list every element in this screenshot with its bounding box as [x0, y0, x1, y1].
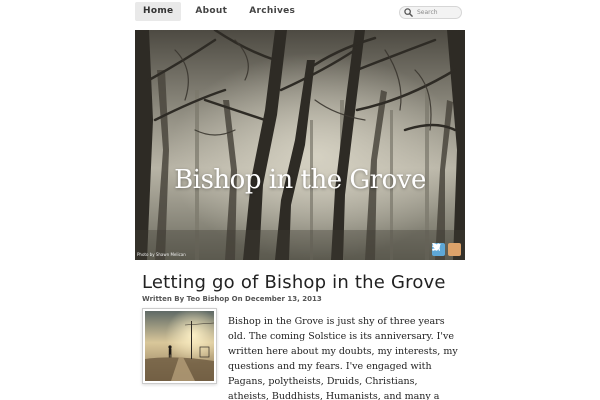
nav-item-archives[interactable]: Archives [249, 6, 296, 16]
post-date: December 13, 2013 [245, 295, 322, 303]
photo-credit: Photo by Shawn Melican [137, 252, 186, 257]
main-nav [135, 2, 303, 21]
nav-item-about[interactable]: About [195, 6, 228, 16]
forest-photo [135, 30, 465, 260]
magnifier-icon[interactable] [402, 6, 415, 19]
byline-prefix: Written By [142, 295, 185, 303]
nav-item-home[interactable]: Home [135, 2, 181, 21]
misty-road-image [145, 311, 214, 381]
post-thumbnail[interactable] [142, 308, 217, 384]
author-link[interactable]: Teo Bishop [186, 295, 230, 303]
post-excerpt: Bishop in the Grove is just shy of three years old. The coming Solstice is its anniversary. I've written here about my doubts, my interests, my questions and my fears. I've engaged with Pagans, polytheists, Druids, Christians, atheists, Buddhists, Humanists, and many a [228, 316, 458, 400]
social-links [432, 243, 461, 256]
post-title[interactable]: Letting go of Bishop in the Grove [142, 272, 446, 293]
rss-feed-icon[interactable] [448, 243, 461, 256]
search-input[interactable] [415, 7, 457, 18]
date-prefix: On [231, 295, 243, 303]
search-box [399, 6, 462, 19]
post-byline [142, 295, 322, 303]
site-title[interactable]: Bishop in the Grove [174, 165, 426, 195]
header-banner[interactable] [135, 30, 465, 260]
